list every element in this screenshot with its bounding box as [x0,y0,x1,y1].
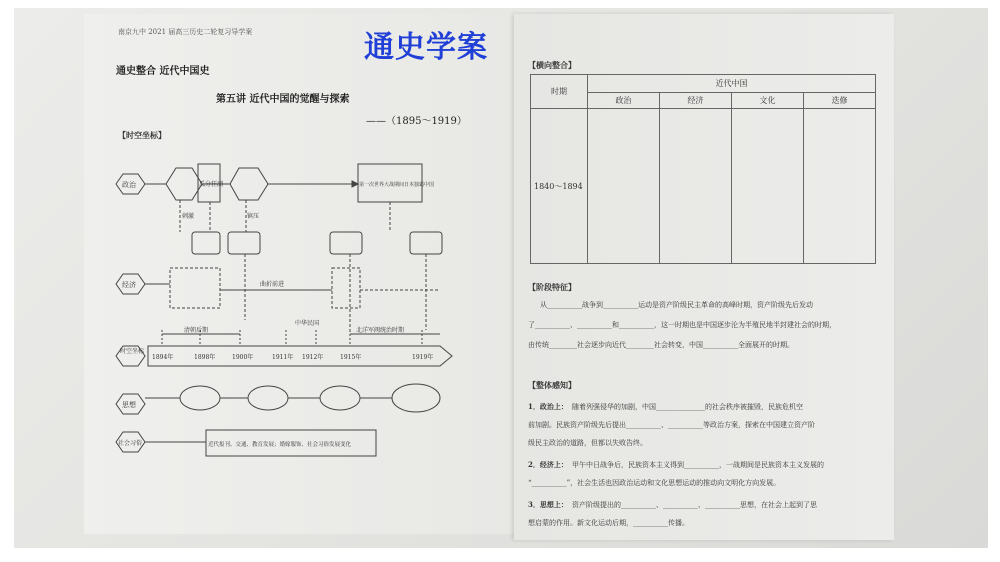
stage-line-2: 了__________、__________和__________，这一时期也是中国逐步沦为半殖民地半封建社会的时期， [528,321,836,329]
timeline-diagram [100,150,500,480]
item-1-line-1: 随着列强侵华的加剧，中国______________的社会秩序被摧毁，民族危机空 [572,403,803,411]
year-1911: 1911年 [272,354,294,361]
label-politics: 政治 [122,181,136,189]
box-ww1: 第一次世界大战期间日本独霸中国 [359,182,435,188]
society-box-text: 近代报刊、交通、教育发展；婚嫁服饰、社会习俗发展变化 [208,442,352,448]
table-cell-empty [804,109,876,264]
year-1898: 1898年 [194,354,216,361]
year-1900: 1900年 [232,354,254,361]
item-3-label: 3．思想上： [528,500,568,509]
table-cell-empty [732,109,804,264]
item-3-line-2: 想启蒙的作用。新文化运动后期，__________传播。 [528,519,689,527]
table-col-customs: 迭修 [804,93,876,109]
note-tortuous: 曲折前进 [260,281,285,288]
year-1915: 1915年 [340,354,362,361]
table-group-header: 近代中国 [588,75,876,93]
stage-line-3: 由传统________社会逐步向近代________社会转变，中国__________全面展开的时期。 [528,341,794,349]
item-2-line-1: 甲午中日战争后，民族资本主义得到__________，一战期间是民族资本主义发展的 [572,461,824,469]
lesson-title: 第五讲 近代中国的觉醒与探索 [216,94,350,105]
overlay-title: 通史学案 [364,30,488,65]
item-2-line-2: “__________”，社会生活也因政治运动和文化思想运动的推动向文明化方向发展。 [528,479,781,487]
note-roc: 中华民国 [295,320,320,327]
period-range: ——（1895～1919） [366,116,467,127]
year-1894: 1894年 [152,354,174,361]
table-col-culture: 文化 [732,93,804,109]
table-col-economy: 经济 [660,93,732,109]
table-row-period: 1840～1894 [531,109,588,264]
label-economy: 经济 [122,281,136,289]
overall-heading: 【整体感知】 [528,380,576,390]
label-society: 社会习俗 [118,440,143,447]
item-3-line-1: 资产阶级提出的__________、__________、__________思想，在社会上起到了思 [572,501,817,509]
item-2-label: 2．经济上： [528,460,568,469]
label-time: 时空坐标 [120,348,145,355]
table-cell-empty [660,109,732,264]
note-stimulate: 刺激 [182,213,195,220]
note-late-qing: 清朝后期 [184,327,209,334]
timeline-heading: 【时空坐标】 [118,130,166,140]
label-thought: 思想 [122,401,136,409]
year-1919: 1919年 [412,354,434,361]
horizontal-table [530,74,876,264]
note-beiyang: 北洋军阀统治时期 [356,327,405,334]
horizontal-heading: 【横向整合】 [528,60,576,70]
item-1-line-3: 级民主政治的道路，但都以失败告终。 [528,439,647,447]
stage-line-1: 从__________战争到__________运动是资产阶级民主革命的高峰时期，资产阶级先后发动 [540,301,813,309]
table-col-politics: 政治 [588,93,660,109]
table-period-header: 时期 [531,75,588,109]
school-header: 南京九中 2021 届高三历史二轮复习导学案 [118,28,253,36]
item-1-label: 1．政治上： [528,402,568,411]
year-1912: 1912年 [302,354,324,361]
stage-heading: 【阶段特征】 [528,282,576,292]
unit-title: 通史整合 近代中国史 [116,66,210,77]
item-1-line-2: 前加剧。民族资产阶级先后提出__________、__________等政治方案，探索在中国建立资产阶 [528,421,815,429]
note-suppress: 镇压 [247,213,260,220]
box-partition: 瓜分狂潮 [199,181,224,188]
table-cell-empty [588,109,660,264]
